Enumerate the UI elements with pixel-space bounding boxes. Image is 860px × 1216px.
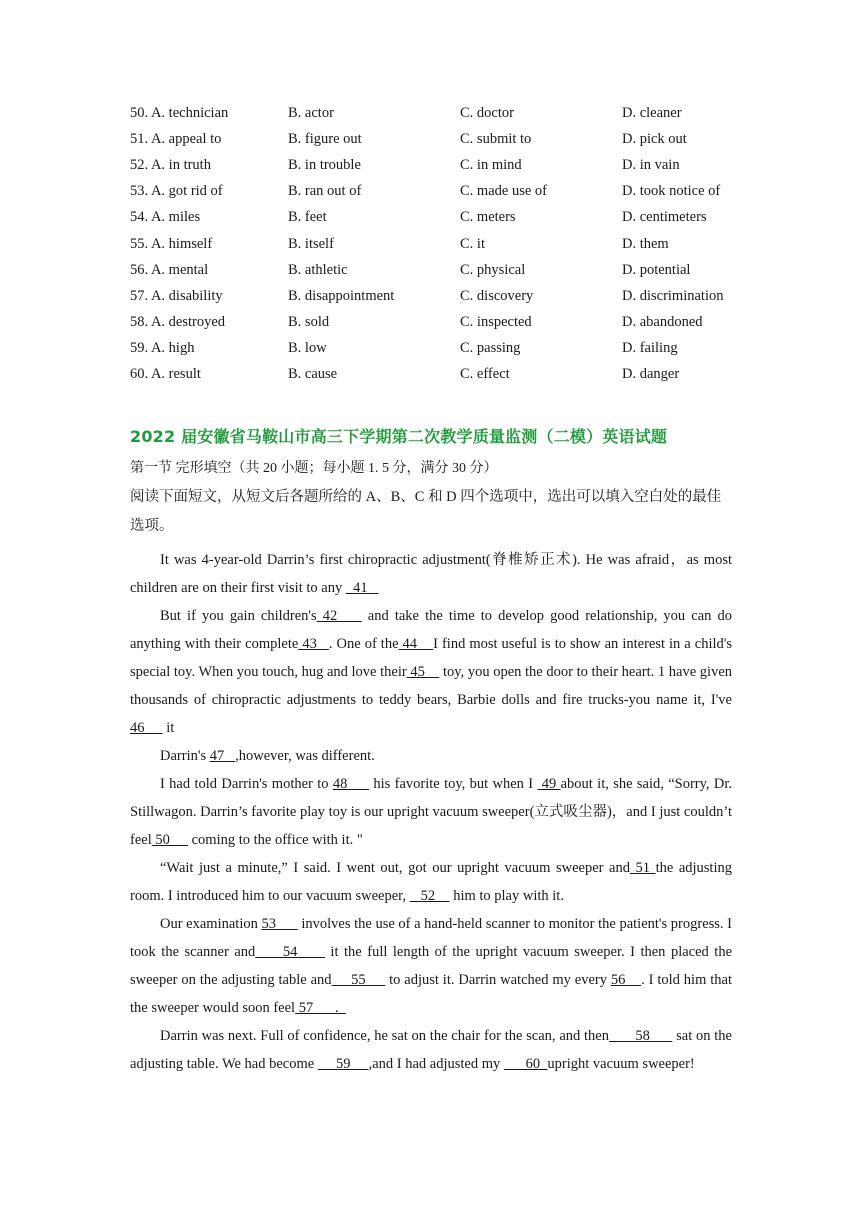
option-cell: B. figure out xyxy=(288,130,362,147)
option-row xyxy=(130,336,752,362)
blank-number: 60 xyxy=(503,1056,548,1072)
passage-text: I find most useful is to show an interest in a child's special toy. When you touch, hug and love their xyxy=(130,636,733,680)
passage-text: coming to the office with it. " xyxy=(187,832,363,848)
blank-number: 51 xyxy=(629,860,656,876)
passage-paragraph xyxy=(130,910,732,1022)
blank-number: 47 xyxy=(209,748,236,764)
option-cell: D. in vain xyxy=(622,156,680,173)
option-cell: B. ran out of xyxy=(288,183,362,200)
passage-paragraph xyxy=(130,546,732,602)
option-cell: 52. A. in truth xyxy=(130,156,211,173)
blank-number: 48 xyxy=(332,776,370,792)
passage-text: I had told Darrin's mother to xyxy=(160,776,333,792)
passage-text: But if you gain children's xyxy=(160,608,317,624)
option-cell: B. actor xyxy=(288,104,334,121)
passage-text: and take the time to develop good relationship, you can do anything with their complete xyxy=(130,608,732,652)
passage-text: . One of the xyxy=(328,636,399,652)
blank-number: 53 xyxy=(261,916,298,932)
option-cell: 58. A. destroyed xyxy=(130,314,226,331)
option-cell: B. itself xyxy=(288,235,334,252)
exam-title: 2022 届安徽省马鞍山市高三下学期第二次教学质量监测（二模）英语试题 xyxy=(130,427,668,446)
option-cell: B. low xyxy=(288,340,327,357)
passage-paragraph xyxy=(130,602,732,742)
option-cell: D. abandoned xyxy=(622,314,703,331)
passage-text: Darrin was next. Full of confidence, he sat on the chair for the scan, and then xyxy=(160,1028,609,1044)
option-cell: D. centimeters xyxy=(622,209,707,226)
option-cell: D. danger xyxy=(622,366,680,383)
option-cell: B. in trouble xyxy=(288,156,361,173)
passage-text: It was 4-year-old Darrin’s first chiropractic adjustment(脊椎矫正术). He was afraid，as most children are on their first visit to any xyxy=(130,552,732,596)
option-cell: 56. A. mental xyxy=(130,261,209,278)
passage-paragraph xyxy=(130,1022,732,1078)
option-cell: 57. A. disability xyxy=(130,287,223,304)
option-row xyxy=(130,205,752,231)
option-row xyxy=(130,100,752,126)
passage-paragraph xyxy=(130,770,732,854)
option-cell: 54. A. miles xyxy=(130,209,201,226)
option-cell: C. effect xyxy=(460,366,510,383)
passage-text: involves the use of a hand-held scanner to monitor the patient's progress. I took the scanner and xyxy=(130,916,733,960)
option-cell: 60. A. result xyxy=(130,366,201,383)
option-row xyxy=(130,231,752,257)
option-cell: C. it xyxy=(460,235,485,252)
passage-text: Our examination xyxy=(160,916,262,932)
option-cell: 59. A. high xyxy=(130,340,195,357)
options-table xyxy=(130,100,752,388)
option-cell: 55. A. himself xyxy=(130,235,213,252)
option-cell: 50. A. technician xyxy=(130,104,229,121)
option-row xyxy=(130,257,752,283)
passage-text: about it, she said, “Sorry, Dr. Stillwagon. Darrin’s favorite play toy is our upright vacuum sweeper(立式吸尘器)，and I just couldn’t feel xyxy=(130,776,733,848)
blank-number: 57 . xyxy=(295,1000,346,1016)
option-cell: D. pick out xyxy=(622,130,687,147)
passage-paragraph xyxy=(130,742,732,770)
passage-text: it xyxy=(162,720,175,736)
option-cell: B. athletic xyxy=(288,261,348,278)
passage-text: to adjust it. Darrin watched my every xyxy=(385,972,611,988)
instructions: 阅读下面短文，从短文后各题所给的 A、B、C 和 D 四个选项中，选出可以填入空白处的最佳选项。 xyxy=(130,489,722,534)
option-cell: 51. A. appeal to xyxy=(130,130,222,147)
option-cell: 53. A. got rid of xyxy=(130,183,223,200)
option-row xyxy=(130,310,752,336)
blank-number: 45 xyxy=(406,664,440,680)
passage-text: him to play with it. xyxy=(449,888,564,904)
option-row xyxy=(130,362,752,388)
option-row xyxy=(130,179,752,205)
passage-text: toy, you open the door to their heart. 1 have given thousands of chiropractic adjustments to teddy bears, Barbie dolls and fire trucks-you name it, I've xyxy=(130,664,733,708)
option-row xyxy=(130,283,752,309)
option-cell: D. cleaner xyxy=(622,104,682,121)
passage-text: “Wait just a minute,” I said. I went out, got our upright vacuum sweeper and xyxy=(160,860,630,876)
option-cell: C. inspected xyxy=(460,314,532,331)
passage-text: his favorite toy, but when I xyxy=(369,776,538,792)
passage-text: . I told him that the sweeper would soon feel xyxy=(130,972,733,1016)
option-cell: B. disappointment xyxy=(288,287,395,304)
option-cell: C. passing xyxy=(460,340,521,357)
cloze-passage xyxy=(130,546,732,1078)
option-cell: C. in mind xyxy=(460,156,522,173)
passage-text: the adjusting room. I introduced him to our vacuum sweeper, xyxy=(130,860,732,904)
option-cell: C. discovery xyxy=(460,287,534,304)
blank-number: 54 xyxy=(255,944,325,960)
blank-number: 50 xyxy=(151,832,188,848)
option-cell: C. doctor xyxy=(460,104,514,121)
option-cell: C. submit to xyxy=(460,130,532,147)
option-cell: C. physical xyxy=(460,261,526,278)
blank-number: 49 xyxy=(537,776,561,792)
option-cell: D. failing xyxy=(622,340,678,357)
blank-number: 56 xyxy=(610,972,642,988)
option-row xyxy=(130,152,752,178)
blank-number: 55 xyxy=(331,972,386,988)
blank-number: 59 xyxy=(317,1056,369,1072)
option-row xyxy=(130,126,752,152)
passage-text: ,however, was different. xyxy=(235,748,375,764)
blank-number: 41 xyxy=(345,580,379,596)
blank-number: 58 xyxy=(608,1028,673,1044)
blank-number: 52 xyxy=(409,888,450,904)
option-cell: D. potential xyxy=(622,261,691,278)
option-cell: D. them xyxy=(622,235,669,252)
passage-text: upright vacuum sweeper! xyxy=(547,1056,695,1072)
option-cell: C. meters xyxy=(460,209,516,226)
option-cell: B. feet xyxy=(288,209,327,226)
passage-text: Darrin's xyxy=(160,748,210,764)
blank-number: 44 xyxy=(398,636,434,652)
option-cell: D. took notice of xyxy=(622,183,721,200)
passage-text: sat on the adjusting table. We had become xyxy=(130,1028,732,1072)
passage-text: ,and I had adjusted my xyxy=(368,1056,504,1072)
option-cell: B. sold xyxy=(288,314,330,331)
section-heading: 第一节 完形填空（共 20 小题；每小题 1. 5 分，满分 30 分） xyxy=(130,461,498,476)
passage-text: it the full length of the upright vacuum sweeper. I then placed the sweeper on the adjusting table and xyxy=(130,944,733,988)
option-cell: B. cause xyxy=(288,366,338,383)
blank-number: 43 xyxy=(298,636,329,652)
blank-number: 46 xyxy=(130,720,163,736)
blank-number: 42 xyxy=(316,608,362,624)
passage-paragraph xyxy=(130,854,732,910)
option-cell: D. discrimination xyxy=(622,287,724,304)
option-cell: C. made use of xyxy=(460,183,547,200)
